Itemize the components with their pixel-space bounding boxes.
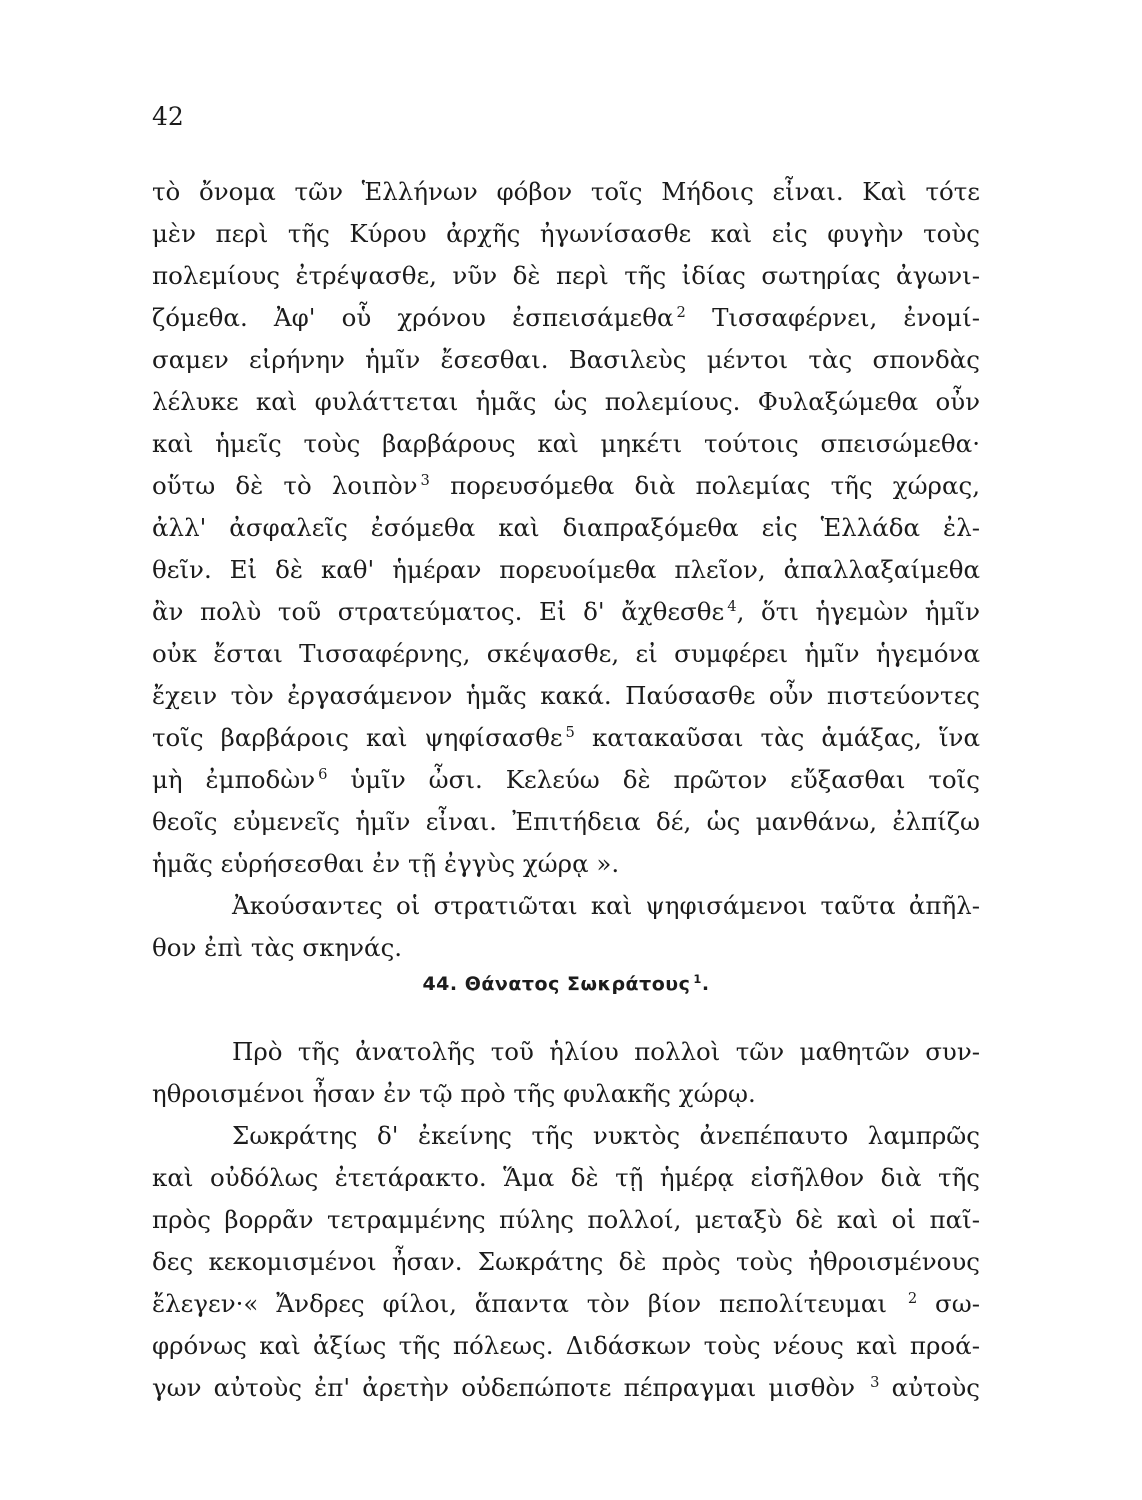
text-line: δες κεκομισμένοι ἦσαν. Σωκράτης δὲ πρὸς τοὺς ἠθροισμένους <box>152 1247 980 1276</box>
text-line <box>152 720 980 756</box>
footnote-ref: 4 <box>727 597 737 615</box>
text-line: ἡμᾶς εὑρήσεσθαι ἐν τῇ ἐγγὺς χώρᾳ ». <box>152 849 620 878</box>
footnote-ref: 3 <box>420 471 430 489</box>
text-segment: γων αὐτοὺς ἐπ' ἀρετὴν οὐδεπώποτε πέπραγμαι μισθὸν <box>152 1373 855 1402</box>
text-segment: Τισσαφέρνει, ἐνομί- <box>712 303 980 332</box>
text-line: ἀλλ' ἀσφαλεῖς ἐσόμεθα καὶ διαπραξόμεθα εἰς Ἑλλάδα ἐλ- <box>152 513 980 542</box>
text-segment: σω- <box>935 1289 980 1318</box>
footnote-ref: 3 <box>870 1373 880 1391</box>
text-segment: ὑμῖν ὦσι. Κελεύω δὲ πρῶτον εὔξασθαι τοῖς <box>350 765 980 794</box>
text-line: σαμεν εἰρήνην ἡμῖν ἔσεσθαι. Βασιλεὺς μέντοι τὰς σπονδὰς <box>152 345 980 374</box>
text-line <box>152 1286 980 1322</box>
text-line <box>152 1370 980 1406</box>
footnote-ref: 5 <box>565 723 575 741</box>
heading-text: 44. Θάνατος Σωκράτους <box>422 973 691 995</box>
footnote-ref: 1 <box>693 971 702 986</box>
text-line: καὶ ἡμεῖς τοὺς βαρβάρους καὶ μηκέτι τούτοις σπεισώμεθα· <box>152 429 980 458</box>
text-line: Πρὸ τῆς ἀνατολῆς τοῦ ἡλίου πολλοὶ τῶν μαθητῶν συν- <box>232 1037 980 1066</box>
text-line: φρόνως καὶ ἀξίως τῆς πόλεως. Διδάσκων τοὺς νέους καὶ προά- <box>152 1331 980 1360</box>
text-line: καὶ οὐδόλως ἐτετάρακτο. Ἅμα δὲ τῇ ἡμέρᾳ εἰσῆλθον διὰ τῆς <box>152 1163 980 1192</box>
text-line: μὲν περὶ τῆς Κύρου ἀρχῆς ἠγωνίσασθε καὶ εἰς φυγὴν τοὺς <box>152 219 980 248</box>
footnote-ref: 2 <box>907 1289 918 1307</box>
text-segment: μὴ ἐμποδὼν <box>152 765 316 794</box>
text-segment: ζόμεθα. Ἀφ' οὗ χρόνου ἐσπεισάμεθα <box>152 303 674 332</box>
text-line <box>152 762 980 798</box>
text-line: Σωκράτης δ' ἐκείνης τῆς νυκτὸς ἀνεπέπαυτο λαμπρῶς <box>232 1121 980 1150</box>
footnote-ref: 6 <box>318 765 328 783</box>
text-line <box>152 468 980 504</box>
text-line: λέλυκε καὶ φυλάττεται ἡμᾶς ὡς πολεμίους. Φυλαξώμεθα οὖν <box>152 387 980 416</box>
text-line: ηθροισμένοι ἦσαν ἐν τῷ πρὸ τῆς φυλακῆς χώρῳ. <box>152 1079 756 1108</box>
text-line: θον ἐπὶ τὰς σκηνάς. <box>152 933 403 962</box>
text-segment: , ὅτι ἡγεμὼν ἡμῖν <box>736 597 980 626</box>
heading-period: . <box>701 973 710 995</box>
text-line: οὐκ ἔσται Τισσαφέρνης, σκέψασθε, εἰ συμφέρει ἡμῖν ἡγεμόνα <box>152 639 980 668</box>
text-line: πολεμίους ἐτρέψασθε, νῦν δὲ περὶ τῆς ἰδίας σωτηρίας ἀγωνι- <box>152 261 980 290</box>
text-segment: κατακαῦσαι τὰς ἁμάξας, ἵνα <box>591 723 980 752</box>
page-number: 42 <box>152 102 184 131</box>
text-line: θεοῖς εὐμενεῖς ἡμῖν εἶναι. Ἐπιτήδεια δέ, ὡς μανθάνω, ἐλπίζω <box>152 807 980 836</box>
text-segment: ἂν πολὺ τοῦ στρατεύματος. Εἰ δ' ἄχθεσθε <box>152 597 725 626</box>
text-segment: ἔλεγεν·« Ἄνδρες φίλοι, ἅπαντα τὸν βίον πεπολίτευμαι <box>152 1289 887 1318</box>
text-line <box>152 594 980 630</box>
section-heading <box>152 966 980 1002</box>
text-segment: αὐτοὺς <box>891 1373 981 1402</box>
text-line: τὸ ὄνομα τῶν Ἑλλήνων φόβον τοῖς Μήδοις εἶναι. Καὶ τότε <box>152 177 980 206</box>
text-line: θεῖν. Εἰ δὲ καθ' ἡμέραν πορευοίμεθα πλεῖον, ἀπαλλαξαίμεθα <box>152 555 980 584</box>
text-segment: πορευσόμεθα διὰ πολεμίας τῆς χώρας, <box>450 471 980 500</box>
text-line <box>152 300 980 336</box>
text-line: ἔχειν τὸν ἐργασάμενον ἡμᾶς κακά. Παύσασθε οὖν πιστεύοντες <box>152 681 980 710</box>
text-line: Ἀκούσαντες οἱ στρατιῶται καὶ ψηφισάμενοι ταῦτα ἀπῆλ- <box>232 891 980 920</box>
footnote-ref: 2 <box>676 303 686 321</box>
text-segment: οὕτω δὲ τὸ λοιπὸν <box>152 471 418 500</box>
text-line: πρὸς βορρᾶν τετραμμένης πύλης πολλοί, μεταξὺ δὲ καὶ οἱ παῖ- <box>152 1205 980 1234</box>
text-segment: τοῖς βαρβάροις καὶ ψηφίσασθε <box>152 723 563 752</box>
